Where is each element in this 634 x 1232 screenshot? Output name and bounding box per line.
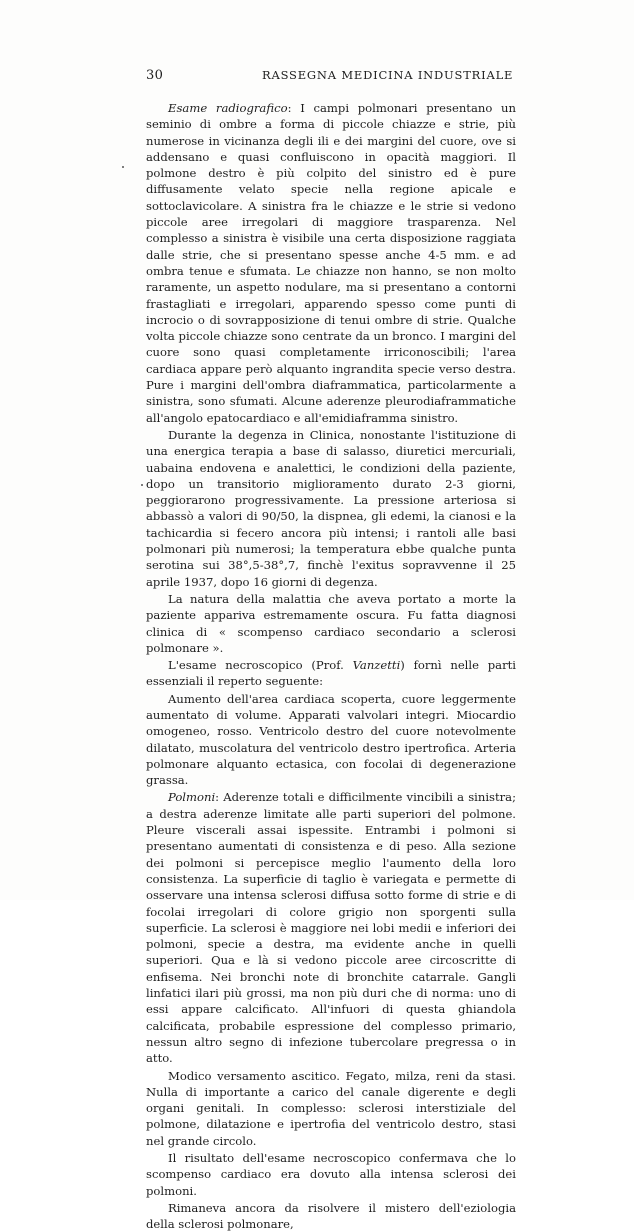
paragraph-text: ) fornì nelle parti essenziali il reperto seguente:: [146, 658, 516, 689]
paragraph-hospital-stay: [146, 427, 516, 590]
running-title: RASSEGNA MEDICINA INDUSTRIALE: [262, 68, 514, 82]
paragraph-text: Modico versamento ascitico. Fegato, milza, reni da stasi. Nulla di importante a carico del canale digerente e degli organi genitali. In complesso: sclerosi interstiziale del polmone, dilatazione e ipertrofia del ventricolo destro, stasi nel grande circolo.: [146, 1068, 516, 1148]
paragraph-necropsy-intro: [146, 657, 516, 690]
paragraph-text: : I campi polmonari presentano un seminio di ombre a forma di piccole chiazze e strie, più numerose in vicinanza degli ili e dei margini del cuore, ove si addensano e quasi confluiscono in opacità maggiori. Il polmone destro è più colpito del sinistro ed è pure diffusamente velato specie nella regione apicale e sottoclavicolare. A sinistra fra le chiazze e le strie si vedono piccole aree irregolari di maggiore trasparenza. Nel complesso a sinistra è visibile una certa disposizione raggiata dalle strie, che si presentano spesse anche 4-5 mm. e ad ombra tenue e sfumata. Le chiazze non hanno, se non molto raramente, un aspetto nodulare, ma si presentano a contorni frastagliati e irregolari, apparendo spesso come punti di incrocio o di sovrapposizione di tenui ombre di strie. Qualche volta piccole chiazze sono centrate da un bronco. I margini del cuore sono quasi completamente irriconoscibili; l'area cardiaca appare però alquanto ingrandita specie verso destra. Pure i margini dell'ombra diaframmatica, particolarmente a sinistra, sono sfumati. Alcune aderenze pleurodiaframmatiche all'angolo epatocardiaco e all'emidiaframma sinistro.: [146, 101, 516, 425]
paragraph-text: Rimaneva ancora da risolvere il mistero dell'eziologia della sclerosi polmonare,: [146, 1200, 516, 1232]
article-body: [146, 100, 516, 1232]
paragraph-text: Aumento dell'area cardiaca scoperta, cuore leggermente aumentato di volume. Apparati valvolari integri. Miocardio omogeneo, rosso. Ventricolo destro del cuore notevolmente dilatato, muscolatura del ventricolo destro ipertrofica. Arteria polmonare alquanto ectasica, con focolai di degenerazione grassa.: [146, 691, 516, 788]
page-header: [146, 68, 516, 86]
paragraph-radiographic-exam: [146, 100, 516, 426]
paragraph-other-organs: [146, 1068, 516, 1149]
paragraph-lung-findings: [146, 789, 516, 1066]
section-lead: Esame radiografico: [168, 101, 288, 115]
section-lead: Polmoni: [168, 790, 216, 805]
paragraph-text: Il risultato dell'esame necroscopico confermava che lo scompenso cardiaco era dovuto alla intensa sclerosi dei polmoni.: [146, 1151, 516, 1198]
paragraph-text: La natura della malattia che aveva portato a morte la paziente appariva estremamente oscura. Fu fatta diagnosi clinica di « scompenso cardiaco secondario a sclerosi polmonare ».: [146, 591, 516, 655]
paragraph-result: [146, 1150, 516, 1199]
paragraph-heart-findings: [146, 691, 516, 789]
margin-speck: [141, 484, 143, 486]
margin-speck: [122, 166, 124, 168]
paragraph-text: Durante la degenza in Clinica, nonostante l'istituzione di una energica terapia a base di salasso, diuretici mercuriali, uabaina endovena e analettici, le condizioni della paziente, dopo un transitorio miglioramento durato 2-3 giorni, peggiorarono progressivamente. La pressione arteriosa si abbassò a valori di 90/50, la dispnea, gli edemi, la cianosi e la tachicardia si fecero ancora più intensi; i rantoli alle basi polmonari più numerosi; la temperatura ebbe qualche punta serotina sui 38°,5-38°,7, finchè l'exitus sopravvenne il 25 aprile 1937, dopo 16 giorni di degenza.: [146, 427, 516, 589]
paragraph-etiology: [146, 1200, 516, 1232]
author-name: Vanzetti: [352, 658, 401, 673]
paragraph-diagnosis: [146, 591, 516, 656]
page-number: 30: [146, 68, 164, 83]
paragraph-text: L'esame necroscopico (Prof.: [168, 658, 353, 673]
paragraph-text: : Aderenze totali e difficilmente vincibili a sinistra; a destra aderenze limitate alle parti superiori del polmone. Pleure viscerali assai ispessite. Entrambi i polmoni si presentano aumentati di consistenza e di peso. Alla sezione dei polmoni si percepisce meglio l'aumento della loro consistenza. La superficie di taglio è variegata e permette di osservare una intensa sclerosi diffusa sotto forme di strie e di focolai irregolari di colore grigio non sporgenti sulla superficie. La sclerosi è maggiore nei lobi medii e inferiori dei polmoni, specie a destra, ma evidente anche in quelli superiori. Qua e là si vedono piccole aree circoscritte di enfisema. Nei bronchi note di bronchite catarrale. Gangli linfatici ilari più grossi, ma non più duri che di norma: uno di essi appare calcificato. All'infuori di questa ghiandola calcificata, probabile espressione del complesso primario, nessun altro segno di infezione tubercolare pregressa o in atto.: [146, 790, 516, 1066]
